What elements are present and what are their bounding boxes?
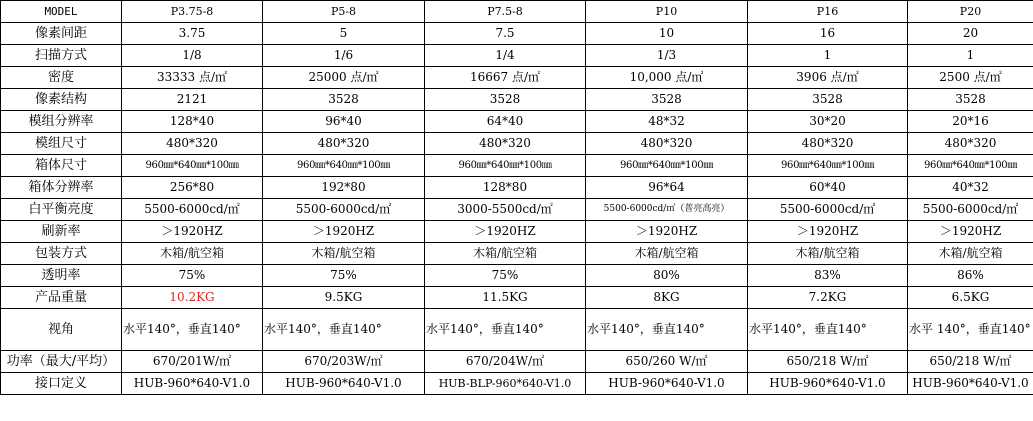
- cell-value: 670/204W/㎡: [425, 351, 586, 373]
- row-cabinet-resolution: [1, 177, 1033, 199]
- row-module-size: [1, 133, 1033, 155]
- cell-value: 64*40: [425, 111, 586, 133]
- cell-value: 1/6: [263, 45, 425, 67]
- model-name: P16: [748, 1, 908, 23]
- cell-value: 96*64: [586, 177, 748, 199]
- row-label: 功率（最大/平均）: [1, 351, 122, 373]
- cell-value: 83%: [748, 265, 908, 287]
- cell-value: 480*320: [908, 133, 1033, 155]
- row-label: 模组尺寸: [1, 133, 122, 155]
- cell-value: ＞1920HZ: [586, 221, 748, 243]
- cell-value: 木箱/航空箱: [586, 243, 748, 265]
- cell-value: ＞1920HZ: [908, 221, 1033, 243]
- row-label: 密度: [1, 67, 122, 89]
- cell-value: 960㎜*640㎜*100㎜: [586, 155, 748, 177]
- cell-value: ＞1920HZ: [425, 221, 586, 243]
- cell-value: 60*40: [748, 177, 908, 199]
- row-scan-mode: [1, 45, 1033, 67]
- cell-value: ＞1920HZ: [122, 221, 263, 243]
- cell-value: 3528: [908, 89, 1033, 111]
- model-name: P10: [586, 1, 748, 23]
- row-label: 刷新率: [1, 221, 122, 243]
- row-label: 扫描方式: [1, 45, 122, 67]
- cell-value: 1/8: [122, 45, 263, 67]
- cell-value: 670/201W/㎡: [122, 351, 263, 373]
- cell-value: 20: [908, 23, 1033, 45]
- row-product-weight: [1, 287, 1033, 309]
- cell-value: HUB-960*640-V1.0: [122, 373, 263, 395]
- model-name: P3.75-8: [122, 1, 263, 23]
- cell-value: 水平140°，垂直140°: [122, 309, 263, 351]
- cell-value: 8KG: [586, 287, 748, 309]
- row-label: 像素结构: [1, 89, 122, 111]
- cell-value: 480*320: [122, 133, 263, 155]
- cell-value: 16667 点/㎡: [425, 67, 586, 89]
- cell-value: 75%: [122, 265, 263, 287]
- cell-value: 75%: [263, 265, 425, 287]
- row-label: 产品重量: [1, 287, 122, 309]
- cell-value: 128*40: [122, 111, 263, 133]
- cell-value: 16: [748, 23, 908, 45]
- cell-value: 3528: [425, 89, 586, 111]
- cell-value: 10,000 点/㎡: [586, 67, 748, 89]
- cell-value: 3906 点/㎡: [748, 67, 908, 89]
- cell-value: 650/218 W/㎡: [908, 351, 1033, 373]
- cell-value: 木箱/航空箱: [748, 243, 908, 265]
- cell-value: HUB-960*640-V1.0: [908, 373, 1033, 395]
- cell-value: 7.2KG: [748, 287, 908, 309]
- cell-value: 1: [748, 45, 908, 67]
- cell-value: ＞1920HZ: [263, 221, 425, 243]
- row-label: 像素间距: [1, 23, 122, 45]
- cell-value: 7.5: [425, 23, 586, 45]
- cell-value: 20*16: [908, 111, 1033, 133]
- cell-value: 480*320: [586, 133, 748, 155]
- cell-value: 1: [908, 45, 1033, 67]
- cell-value: 10: [586, 23, 748, 45]
- cell-value: 86%: [908, 265, 1033, 287]
- cell-value: 水平 140°，垂直140°: [908, 309, 1033, 351]
- row-packaging: [1, 243, 1033, 265]
- model-name: P20: [908, 1, 1033, 23]
- row-label: 接口定义: [1, 373, 122, 395]
- row-label: 透明率: [1, 265, 122, 287]
- cell-value: 5: [263, 23, 425, 45]
- cell-value: 5500-6000cd/㎡: [908, 199, 1033, 221]
- cell-value: 5500-6000cd/㎡: [748, 199, 908, 221]
- cell-value: 960㎜*640㎜*100㎜: [425, 155, 586, 177]
- cell-value: 480*320: [263, 133, 425, 155]
- cell-value: 650/218 W/㎡: [748, 351, 908, 373]
- cell-value: 960㎜*640㎜*100㎜: [748, 155, 908, 177]
- row-label: 箱体分辨率: [1, 177, 122, 199]
- cell-value: 75%: [425, 265, 586, 287]
- row-density: [1, 67, 1033, 89]
- model-name: P5-8: [263, 1, 425, 23]
- cell-value: 48*32: [586, 111, 748, 133]
- cell-value: HUB-960*640-V1.0: [586, 373, 748, 395]
- row-viewing-angle: [1, 309, 1033, 351]
- cell-value: 1/3: [586, 45, 748, 67]
- header-row: [1, 1, 1033, 23]
- cell-value: 3528: [586, 89, 748, 111]
- cell-value: 水平140°，垂直140°: [263, 309, 425, 351]
- cell-value: ＞1920HZ: [748, 221, 908, 243]
- cell-value: 40*32: [908, 177, 1033, 199]
- row-label: 视角: [1, 309, 122, 351]
- row-label: 箱体尺寸: [1, 155, 122, 177]
- cell-value: HUB-BLP-960*640-V1.0: [425, 373, 586, 395]
- cell-value-highlight: 10.2KG: [122, 287, 263, 309]
- cell-value: 960㎜*640㎜*100㎜: [263, 155, 425, 177]
- cell-value: 水平140°，垂直140°: [748, 309, 908, 351]
- cell-value: 650/260 W/㎡: [586, 351, 748, 373]
- cell-value: 670/203W/㎡: [263, 351, 425, 373]
- cell-value: 9.5KG: [263, 287, 425, 309]
- cell-value: 木箱/航空箱: [263, 243, 425, 265]
- cell-value: 480*320: [425, 133, 586, 155]
- row-label: 模组分辨率: [1, 111, 122, 133]
- cell-value: HUB-960*640-V1.0: [263, 373, 425, 395]
- row-label: 白平衡亮度: [1, 199, 122, 221]
- row-module-resolution: [1, 111, 1033, 133]
- cell-value: 80%: [586, 265, 748, 287]
- cell-value: 6.5KG: [908, 287, 1033, 309]
- cell-value: 2121: [122, 89, 263, 111]
- row-power: [1, 351, 1033, 373]
- cell-value: 水平140°，垂直140°: [425, 309, 586, 351]
- cell-value: 480*320: [748, 133, 908, 155]
- cell-value: 5500-6000cd/㎡: [122, 199, 263, 221]
- cell-value: 木箱/航空箱: [122, 243, 263, 265]
- row-refresh-rate: [1, 221, 1033, 243]
- cell-value: 木箱/航空箱: [908, 243, 1033, 265]
- cell-value: 水平140°，垂直140°: [586, 309, 748, 351]
- cell-value: 30*20: [748, 111, 908, 133]
- cell-value: HUB-960*640-V1.0: [748, 373, 908, 395]
- cell-value: 5500-6000cd/㎡（普亮高亮）: [586, 199, 748, 221]
- cell-value: 33333 点/㎡: [122, 67, 263, 89]
- cell-value: 25000 点/㎡: [263, 67, 425, 89]
- cell-value: 11.5KG: [425, 287, 586, 309]
- header-label: MODEL: [1, 1, 122, 23]
- cell-value: 2500 点/㎡: [908, 67, 1033, 89]
- row-interface: [1, 373, 1033, 395]
- cell-value: 3000-5500cd/㎡: [425, 199, 586, 221]
- cell-value: 3528: [748, 89, 908, 111]
- cell-value: 960㎜*640㎜*100㎜: [122, 155, 263, 177]
- cell-value: 256*80: [122, 177, 263, 199]
- row-pixel-pitch: [1, 23, 1033, 45]
- row-transparency: [1, 265, 1033, 287]
- cell-value: 96*40: [263, 111, 425, 133]
- cell-value: 3528: [263, 89, 425, 111]
- cell-value: 3.75: [122, 23, 263, 45]
- model-name: P7.5-8: [425, 1, 586, 23]
- cell-value: 木箱/航空箱: [425, 243, 586, 265]
- cell-value: 5500-6000cd/㎡: [263, 199, 425, 221]
- row-white-balance-brightness: [1, 199, 1033, 221]
- cell-value: 1/4: [425, 45, 586, 67]
- row-label: 包装方式: [1, 243, 122, 265]
- row-cabinet-size: [1, 155, 1033, 177]
- cell-value: 960㎜*640㎜*100㎜: [908, 155, 1033, 177]
- cell-value: 192*80: [263, 177, 425, 199]
- cell-value: 128*80: [425, 177, 586, 199]
- row-pixel-structure: [1, 89, 1033, 111]
